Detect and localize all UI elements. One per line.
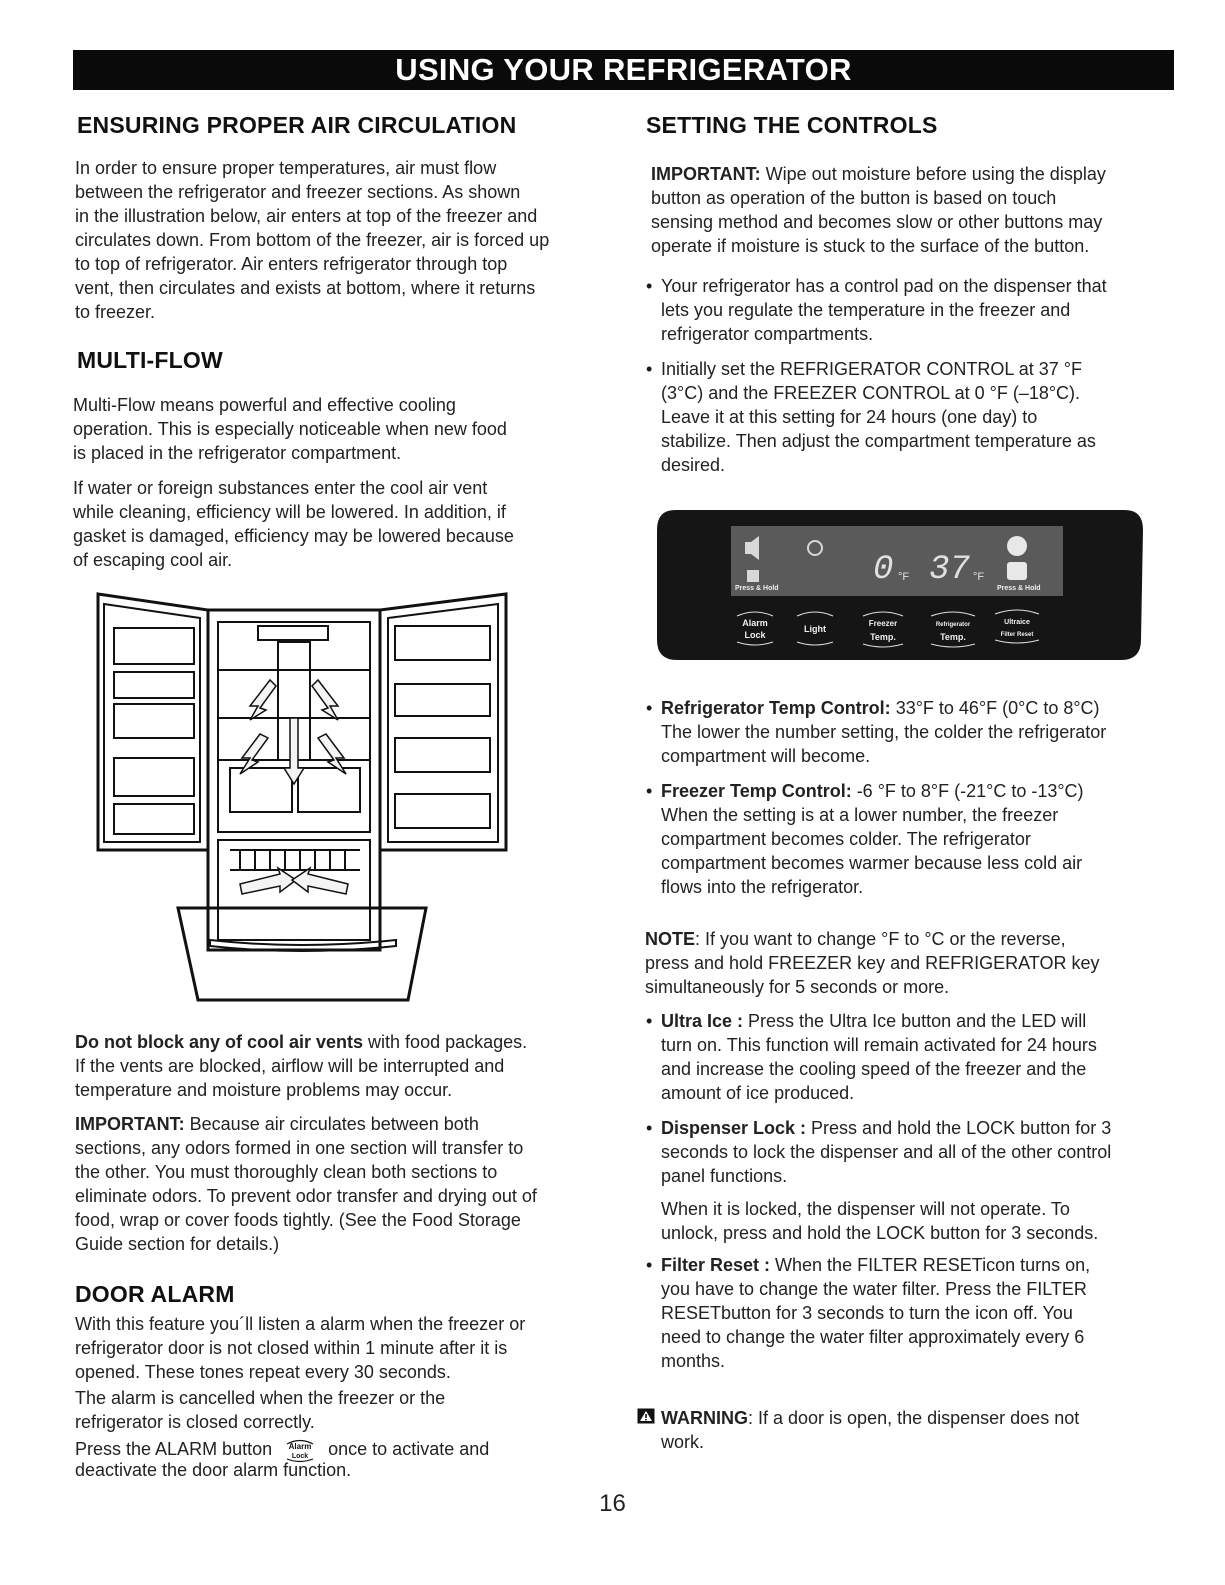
- bold-label: Filter Reset :: [661, 1255, 771, 1275]
- multi-flow-paragraph-1: [73, 393, 603, 465]
- text-line: [75, 1030, 615, 1054]
- text-line: gasket is damaged, efficiency may be lowered because: [73, 526, 514, 546]
- filter-icon: [1007, 562, 1027, 580]
- text-line: [661, 1009, 1166, 1033]
- important-label: IMPORTANT:: [651, 164, 761, 184]
- text-line: sections, any odors formed in one section will transfer to: [75, 1138, 524, 1158]
- text-line: need to change the water filter approximately every 6: [661, 1327, 1085, 1347]
- bullet-freezer-temp-control: [646, 779, 1166, 899]
- note-label: NOTE: [645, 929, 696, 949]
- text-line: [661, 696, 1166, 720]
- freezer-display-digits: 0: [873, 551, 894, 589]
- text-line: Leave it at this setting for 24 hours (one day) to: [661, 407, 1038, 427]
- text-line: If the vents are blocked, airflow will be interrupted and: [75, 1056, 505, 1076]
- text-line: Initially set the REFRIGERATOR CONTROL at 37 °F: [661, 359, 1082, 379]
- text-line: [75, 1112, 615, 1136]
- text-line: If water or foreign substances enter the cool air vent: [73, 478, 488, 498]
- text-line: is placed in the refrigerator compartment.: [73, 443, 402, 463]
- note-paragraph: [645, 927, 1170, 999]
- text-line: [661, 1116, 1166, 1140]
- text-span: Press the Ultra Ice button and the LED will: [743, 1011, 1087, 1031]
- text-span: Press and hold the LOCK button for 3: [806, 1118, 1112, 1138]
- bullet-initial-settings: [646, 357, 1166, 477]
- text-line: button as operation of the button is based on touch: [651, 188, 1057, 208]
- text-line: In order to ensure proper temperatures, air must flow: [75, 158, 497, 178]
- text-line: press and hold FREEZER key and REFRIGERATOR key: [645, 953, 1100, 973]
- text-line: When the setting is at a lower number, the freezer: [661, 805, 1059, 825]
- vents-paragraph: [75, 1030, 615, 1102]
- button-top-label: Light: [804, 624, 826, 634]
- bullet-dot: •: [646, 1118, 653, 1138]
- text-line: refrigerator compartments.: [661, 324, 874, 344]
- controls-important-paragraph: [651, 162, 1166, 258]
- page-banner-title: USING YOUR REFRIGERATOR: [73, 50, 1174, 90]
- text-span: -6 °F to 8°F (-21°C to -13°C): [851, 781, 1084, 801]
- text-line: Multi-Flow means powerful and effective cooling: [73, 395, 456, 415]
- button-top-label: Freezer: [868, 619, 898, 628]
- text-span: with food packages.: [363, 1032, 528, 1052]
- text-line: desired.: [661, 455, 726, 475]
- bullet-dot: •: [646, 276, 653, 296]
- text-line: circulates down. From bottom of the freezer, air is forced up: [75, 230, 550, 250]
- chip-top-label: Alarm: [288, 1442, 312, 1452]
- button-top-label: Ultraice: [1004, 619, 1030, 626]
- text-line: refrigerator door is not closed within 1 minute after it is: [75, 1338, 508, 1358]
- text-line: stabilize. Then adjust the compartment temperature as: [661, 431, 1096, 451]
- text-line: in the illustration below, air enters at top of the freezer and: [75, 206, 538, 226]
- fridge-display-digits: 37: [929, 551, 970, 589]
- text-span: When the FILTER RESETicon turns on,: [770, 1255, 1091, 1275]
- text-line: you have to change the water filter. Press the FILTER: [661, 1279, 1087, 1299]
- bold-label: Freezer Temp Control:: [661, 781, 852, 801]
- text-line: simultaneously for 5 seconds or more.: [645, 977, 950, 997]
- text-line: between the refrigerator and freezer sections. As shown: [75, 182, 521, 202]
- text-line: The alarm is cancelled when the freezer or the: [75, 1388, 446, 1408]
- bullet-dot: •: [646, 359, 653, 379]
- text-line: deactivate the door alarm function.: [75, 1460, 352, 1481]
- text-line: turn on. This function will remain activated for 24 hours: [661, 1035, 1097, 1055]
- air-circulation-paragraph: [75, 156, 605, 324]
- bullet-control-pad: [646, 274, 1166, 346]
- text-span: 33°F to 46°F (0°C to 8°C): [890, 698, 1100, 718]
- multi-flow-heading: MULTI-FLOW: [77, 347, 223, 373]
- text-line: When it is locked, the dispenser will not operate. To: [661, 1199, 1070, 1219]
- important-label: IMPORTANT:: [75, 1114, 185, 1134]
- text-line: refrigerator is closed correctly.: [75, 1412, 315, 1432]
- text-line: flows into the refrigerator.: [661, 877, 864, 897]
- text-line: temperature and moisture problems may occur.: [75, 1080, 453, 1100]
- bullet-fridge-temp-control: [646, 696, 1166, 768]
- fridge-unit: °F: [973, 571, 985, 583]
- ultraice-icon: [1007, 536, 1027, 556]
- vents-warning-bold: Do not block any of cool air vents: [75, 1032, 364, 1052]
- text-span: Wipe out moisture before using the display: [760, 164, 1106, 184]
- text-span: once to activate and: [328, 1439, 490, 1459]
- text-line: operation. This is especially noticeable when new food: [73, 419, 507, 439]
- bullet-dispenser-lock: [646, 1116, 1166, 1245]
- text-line: With this feature you´ll listen a alarm when the freezer or: [75, 1314, 526, 1334]
- text-line: opened. These tones repeat every 30 seconds.: [75, 1362, 451, 1382]
- button-top-label: Alarm: [742, 618, 768, 628]
- text-line: vent, then circulates and exists at bottom, where it returns: [75, 278, 536, 298]
- text-line: The lower the number setting, the colder the refrigerator: [661, 722, 1107, 742]
- text-line: [661, 1253, 1166, 1277]
- text-line: [645, 927, 1170, 951]
- text-line: to freezer.: [75, 302, 156, 322]
- bold-label: Refrigerator Temp Control:: [661, 698, 891, 718]
- button-bottom-label: Temp.: [940, 632, 966, 642]
- text-span: : If you want to change °F to °C or the reverse,: [695, 929, 1066, 949]
- freezer-unit: °F: [898, 571, 910, 583]
- bullet-ultra-ice: [646, 1009, 1166, 1105]
- text-line: compartment becomes warmer because less cold air: [661, 853, 1083, 873]
- air-circulation-heading: ENSURING PROPER AIR CIRCULATION: [77, 112, 517, 138]
- text-line: lets you regulate the temperature in the freezer and: [661, 300, 1071, 320]
- bullet-dot: •: [646, 1011, 653, 1031]
- press-hold-label-left: Press & Hold: [735, 585, 779, 592]
- door-alarm-paragraph-3: [75, 1434, 635, 1482]
- text-line: unlock, press and hold the LOCK button for 3 seconds.: [661, 1223, 1099, 1243]
- door-alarm-heading: DOOR ALARM: [75, 1281, 235, 1307]
- text-line: eliminate odors. To prevent odor transfer and drying out of: [75, 1186, 537, 1206]
- multi-flow-paragraph-2: [73, 476, 603, 572]
- bold-label: Ultra Ice :: [661, 1011, 744, 1031]
- bullet-filter-reset: [646, 1253, 1166, 1373]
- text-line: [661, 1406, 1166, 1430]
- warning-icon: [637, 1408, 655, 1424]
- door-alarm-paragraph-1: [75, 1312, 615, 1384]
- warning-label: WARNING: [661, 1408, 748, 1428]
- warning-paragraph: [661, 1406, 1166, 1454]
- page-number: 16: [599, 1490, 626, 1517]
- door-alarm-paragraph-2: [75, 1386, 615, 1434]
- left-important-paragraph: [75, 1112, 615, 1256]
- text-line: Your refrigerator has a control pad on the dispenser that: [661, 276, 1107, 296]
- text-line: RESETbutton for 3 seconds to turn the icon off. You: [661, 1303, 1073, 1323]
- lock-icon: [747, 570, 759, 582]
- button-bottom-label: Temp.: [870, 632, 896, 642]
- text-line: while cleaning, efficiency will be lowered. In addition, if: [73, 502, 506, 522]
- bold-label: Dispenser Lock :: [661, 1118, 807, 1138]
- text-line: [651, 162, 1166, 186]
- button-bottom-label: Filter Reset: [1000, 632, 1034, 638]
- text-span: Because air circulates between both: [184, 1114, 479, 1134]
- bullet-dot: •: [646, 698, 653, 718]
- bullet-dot: •: [646, 1255, 653, 1275]
- text-line: months.: [661, 1351, 726, 1371]
- text-line: amount of ice produced.: [661, 1083, 855, 1103]
- button-bottom-label: Lock: [744, 630, 766, 640]
- chip-bottom-label: Lock: [291, 1453, 309, 1461]
- bullet-dot: •: [646, 781, 653, 801]
- text-line: (3°C) and the FREEZER CONTROL at 0 °F (–18°C).: [661, 383, 1081, 403]
- text-line: of escaping cool air.: [73, 550, 233, 570]
- text-line: panel functions.: [661, 1166, 788, 1186]
- text-span: Press the ALARM button: [75, 1439, 273, 1459]
- text-line: compartment becomes colder. The refrigerator: [661, 829, 1031, 849]
- text-line: to top of refrigerator. Air enters refrigerator through top: [75, 254, 508, 274]
- text-line: food, wrap or cover foods tightly. (See the Food Storage: [75, 1210, 521, 1230]
- text-line: [661, 779, 1166, 803]
- text-line: and increase the cooling speed of the freezer and the: [661, 1059, 1087, 1079]
- text-line: sensing method and becomes slow or other buttons may: [651, 212, 1103, 232]
- control-panel-image: [655, 508, 1143, 661]
- text-span: : If a door is open, the dispenser does not: [748, 1408, 1080, 1428]
- text-line: work.: [661, 1432, 705, 1452]
- text-line: seconds to lock the dispenser and all of the other control: [661, 1142, 1112, 1162]
- text-line: compartment will become.: [661, 746, 871, 766]
- text-line: operate if moisture is stuck to the surface of the button.: [651, 236, 1090, 256]
- press-hold-label-right: Press & Hold: [997, 585, 1041, 592]
- setting-controls-heading: SETTING THE CONTROLS: [646, 112, 938, 138]
- text-line: Guide section for details.): [75, 1234, 280, 1254]
- button-top-label: Refrigerator: [935, 622, 971, 628]
- refrigerator-airflow-illustration: [90, 588, 510, 1020]
- text-line: the other. You must thoroughly clean both sections to: [75, 1162, 498, 1182]
